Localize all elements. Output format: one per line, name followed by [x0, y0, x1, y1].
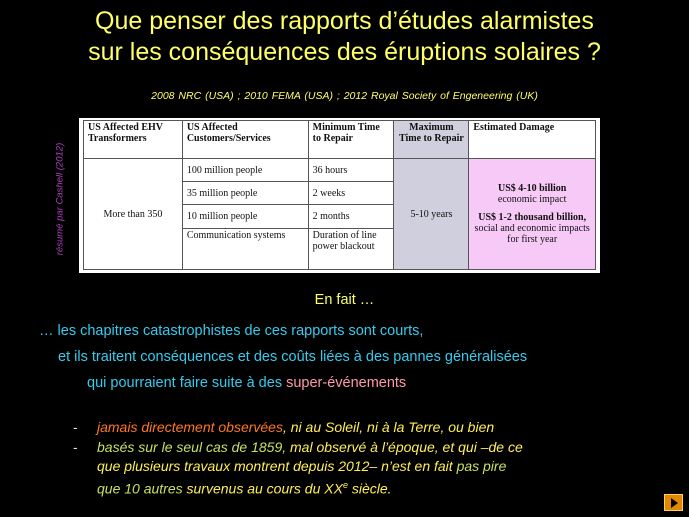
customers-cell: 10 million people: [182, 205, 308, 228]
bullet-2-part-1: basés sur le seul cas de 1859,: [97, 439, 291, 455]
bullet-2-superscript: e: [342, 480, 348, 490]
bullet-dash: -: [73, 439, 78, 455]
transformers-cell: More than 350: [84, 159, 183, 270]
bullet-2-part-4: pas pire: [456, 458, 507, 474]
damage-b-bold: US$ 1-2 thousand billion,: [478, 212, 587, 223]
table-row: [84, 159, 596, 182]
play-triangle-icon[interactable]: [664, 494, 683, 511]
max-time-cell: 5-10 years: [394, 159, 469, 270]
damage-a-bold: US$ 4-10 billion: [497, 183, 567, 194]
bullet-1-part-2: , ni au Soleil, ni à la Terre, ou bien: [282, 419, 495, 435]
min-time-cell: 2 months: [308, 205, 394, 228]
min-time-cell: Duration of line power blackout: [308, 228, 394, 269]
min-time-cell: 36 hours: [308, 159, 394, 182]
report-sources: 2008 NRC (USA) ; 2010 FEMA (USA) ; 2012 Royal Society of Engeneering (UK): [151, 90, 538, 102]
body-line-2: et ils traitent conséquences et des coûts liées à des pannes généralisées: [58, 349, 528, 365]
bullet-2-part-2: mal observé à l’époque, et qui –de ce: [290, 439, 523, 455]
bullet-2-part-7: siècle.: [347, 480, 392, 497]
header-damage: Estimated Damage: [469, 121, 596, 159]
damage-cell: [469, 159, 596, 270]
damage-a-rest: economic impact: [497, 194, 567, 205]
customers-cell: Communication systems: [182, 228, 308, 269]
header-min-time: Minimum Time to Repair: [308, 121, 394, 159]
bullet-2-part-5: que 10 autres: [97, 480, 187, 497]
damage-table-image: [79, 118, 600, 273]
bullet-dash: -: [73, 419, 78, 435]
bullet-2-part-3: que plusieurs travaux montrent depuis 2012– n’est en fait: [97, 458, 457, 474]
customers-cell: 100 million people: [182, 159, 308, 182]
en-fait-heading: En fait …: [314, 292, 375, 308]
body-line-3: [87, 375, 406, 391]
slide-title: [0, 6, 689, 68]
bullet-1-part-1: jamais directement observées: [97, 419, 283, 435]
bullet-2-part-6: survenus au cours du XX: [186, 480, 343, 497]
super-events-highlight: super-événements: [286, 375, 407, 391]
table-header-row: [84, 121, 596, 159]
title-line-2: sur les conséquences des éruptions solaires ?: [88, 38, 601, 66]
title-line-1: Que penser des rapports d’études alarmistes: [95, 7, 594, 35]
side-note: [51, 125, 69, 273]
body-line-3-prefix: qui pourraient faire suite à des: [87, 375, 287, 391]
header-transformers: US Affected EHV Transformers: [84, 121, 183, 159]
side-note-text: résumé par Cashell (2012): [54, 142, 66, 256]
header-customers: US Affected Customers/Services: [182, 121, 308, 159]
header-max-time: Maximum Time to Repair: [394, 121, 469, 159]
min-time-cell: 2 weeks: [308, 182, 394, 205]
body-line-1: … les chapitres catastrophistes de ces rapports sont courts,: [39, 323, 424, 339]
damage-table: [83, 120, 596, 270]
customers-cell: 35 million people: [182, 182, 308, 205]
damage-b-rest: social and economic impacts for first year: [474, 223, 590, 245]
